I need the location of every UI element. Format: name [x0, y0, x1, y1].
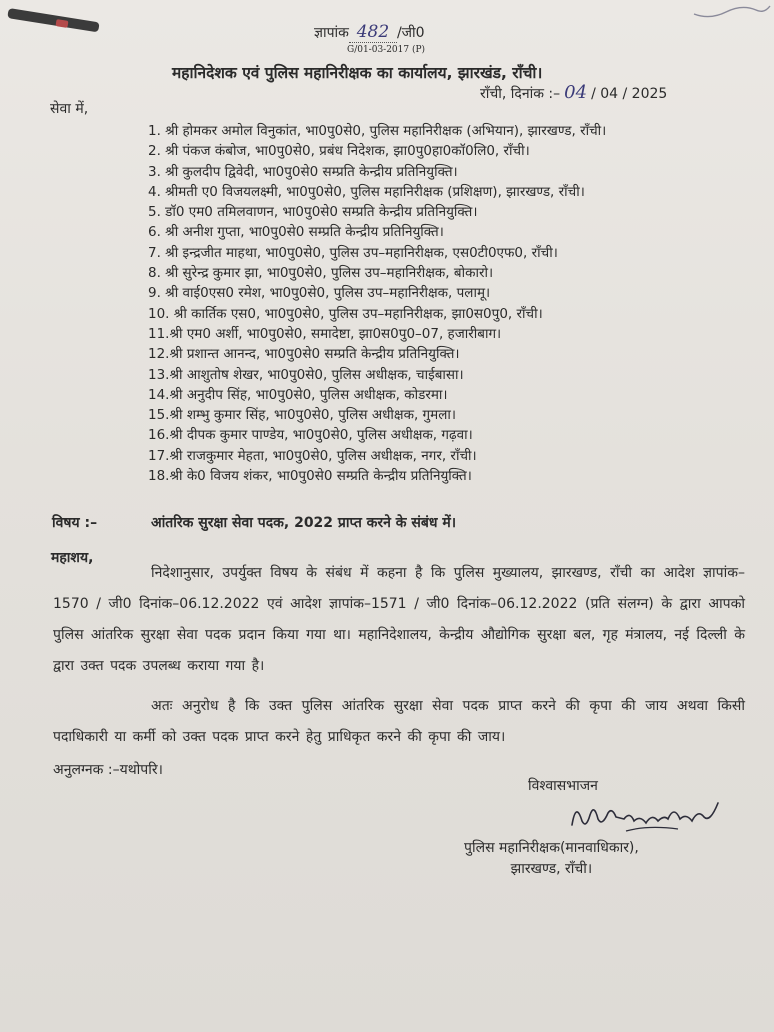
addressee-item: 17.श्री राजकुमार मेहता, भा0पु0से0, पुलिस अधीक्षक, नगर, राँची। — [148, 447, 477, 464]
addressee-item: 13.श्री आशुतोष शेखर, भा0पु0से0, पुलिस अधीक्षक, चाईबासा। — [148, 366, 464, 383]
addressee-item: 3. श्री कुलदीप द्विवेदी, भा0पु0से0 सम्प्रति केन्द्रीय प्रतिनियुक्ति। — [148, 163, 458, 180]
addressee-item: 6. श्री अनीश गुप्ता, भा0पु0से0 सम्प्रति केन्द्रीय प्रतिनियुक्ति। — [148, 224, 444, 241]
addressee-item: 1. श्री होमकर अमोल विनुकांत, भा0पु0से0, पुलिस महानिरीक्षक (अभियान), झारखण्ड, राँची। — [148, 123, 607, 139]
salutation: महाशय, — [51, 550, 94, 566]
addressee-item: 2. श्री पंकज कंबोज, भा0पु0से0, प्रबंध निदेशक, झा0पु0हा0कॉ0लि0, राँची। — [148, 143, 530, 160]
handwritten-date-day: 04 — [564, 82, 588, 103]
addressee-item: 9. श्री वाई0एस0 रमेश, भा0पु0से0, पुलिस उप–महानिरीक्षक, पलामू। — [148, 285, 491, 302]
addressee-item: 7. श्री इन्द्रजीत माहथा, भा0पु0से0, पुलिस उप–महानिरीक्षक, एस0टी0एफ0, राँची। — [148, 244, 558, 261]
addressee-item: 14.श्री अनुदीप सिंह, भा0पु0से0, पुलिस अधीक्षक, कोडरमा। — [148, 386, 448, 403]
handwritten-ref-number: 482 — [349, 22, 397, 43]
yours-faithfully: विश्वासभाजन — [528, 778, 598, 794]
subject-label: विषय :– — [52, 515, 98, 531]
addressee-item: 16.श्री दीपक कुमार पाण्डेय, भा0पु0से0, पुलिस अधीक्षक, गढ़वा। — [148, 427, 473, 444]
body-paragraph: निदेशानुसार, उपर्युक्त विषय के संबंध में कहना है कि पुलिस मुख्यालय, झारखण्ड, राँची का आदेश ज्ञापांक–1570 / जी0 दिनांक–06.12.2022 एवं आदेश ज्ञापांक–1571 / जी0 दिनांक–06.12.2022 (प्रति संलग्न) के द्वारा आपको पुलिस आंतरिक सुरक्षा सेवा पदक प्रदान किया गया था। महानिदेशालय, केन्द्रीय औद्योगिक सुरक्षा बल, गृह मंत्रालय, नई दिल्ली के द्वारा उक्त पदक उपलब्ध कराया गया है। — [53, 565, 745, 674]
letter-body — [53, 558, 745, 762]
subject-text: आंतरिक सुरक्षा सेवा पदक, 2022 प्राप्त करने के संबंध में। — [151, 515, 457, 531]
ref-prefix: ज्ञापांक — [314, 25, 349, 41]
office-heading: महानिदेशक एवं पुलिस महानिरीक्षक का कार्यालय, झारखंड, राँची। — [172, 64, 543, 82]
addressee-item: 15.श्री शम्भु कुमार सिंह, भा0पु0से0, पुलिस अधीक्षक, गुमला। — [148, 407, 456, 424]
signatory-place: झारखण्ड, राँची। — [510, 861, 593, 877]
reference-number-line — [314, 22, 425, 43]
signatory-block — [464, 838, 639, 880]
pen-clip — [56, 19, 69, 28]
addressee-item: 10. श्री कार्तिक एस0, भा0पु0से0, पुलिस उप–महानिरीक्षक, झा0स0पु0, राँची। — [148, 305, 543, 322]
addressee-item: 4. श्रीमती ए0 विजयलक्ष्मी, भा0पु0से0, पुलिस महानिरीक्षक (प्रशिक्षण), झारखण्ड, राँची। — [148, 183, 585, 200]
signatory-designation: पुलिस महानिरीक्षक(मानवाधिकार), — [464, 840, 639, 856]
ink-scribble-mark — [690, 0, 774, 22]
date-prefix: राँची, दिनांक :– — [480, 86, 561, 102]
body-paragraph: अतः अनुरोध है कि उक्त पुलिस आंतरिक सुरक्षा सेवा पदक प्राप्त करने की कृपा की जाय अथवा किसी पदाधिकारी या कर्मी को उक्त पदक प्राप्त करने हेतु प्राधिकृत करने की कृपा की जाय। — [53, 698, 745, 745]
date-rest: / 04 / 2025 — [591, 86, 668, 102]
date-line — [480, 82, 667, 103]
addressee-list — [148, 121, 606, 486]
addressee-item: 8. श्री सुरेन्द्र कुमार झा, भा0पु0से0, पुलिस उप–महानिरीक्षक, बोकारो। — [148, 265, 494, 282]
ref-suffix: /जी0 — [396, 25, 425, 41]
to-label: सेवा में, — [50, 101, 89, 117]
handwritten-signature — [568, 795, 724, 839]
addressee-item: 11.श्री एम0 अर्शी, भा0पु0से0, समादेष्टा, झा0स0पु0–07, हजारीबाग। — [148, 325, 502, 342]
enclosure-note: अनुलग्नक :–यथोपरि। — [53, 762, 163, 778]
pen-object — [7, 8, 99, 32]
file-code: G/01-03-2017 (P) — [347, 45, 426, 55]
addressee-item: 18.श्री के0 विजय शंकर, भा0पु0से0 सम्प्रति केन्द्रीय प्रतिनियुक्ति। — [148, 468, 472, 485]
addressee-item: 5. डॉ0 एम0 तमिलवाणन, भा0पु0से0 सम्प्रति केन्द्रीय प्रतिनियुक्ति। — [148, 204, 478, 221]
addressee-item: 12.श्री प्रशान्त आनन्द, भा0पु0से0 सम्प्रति केन्द्रीय प्रतिनियुक्ति। — [148, 346, 460, 363]
